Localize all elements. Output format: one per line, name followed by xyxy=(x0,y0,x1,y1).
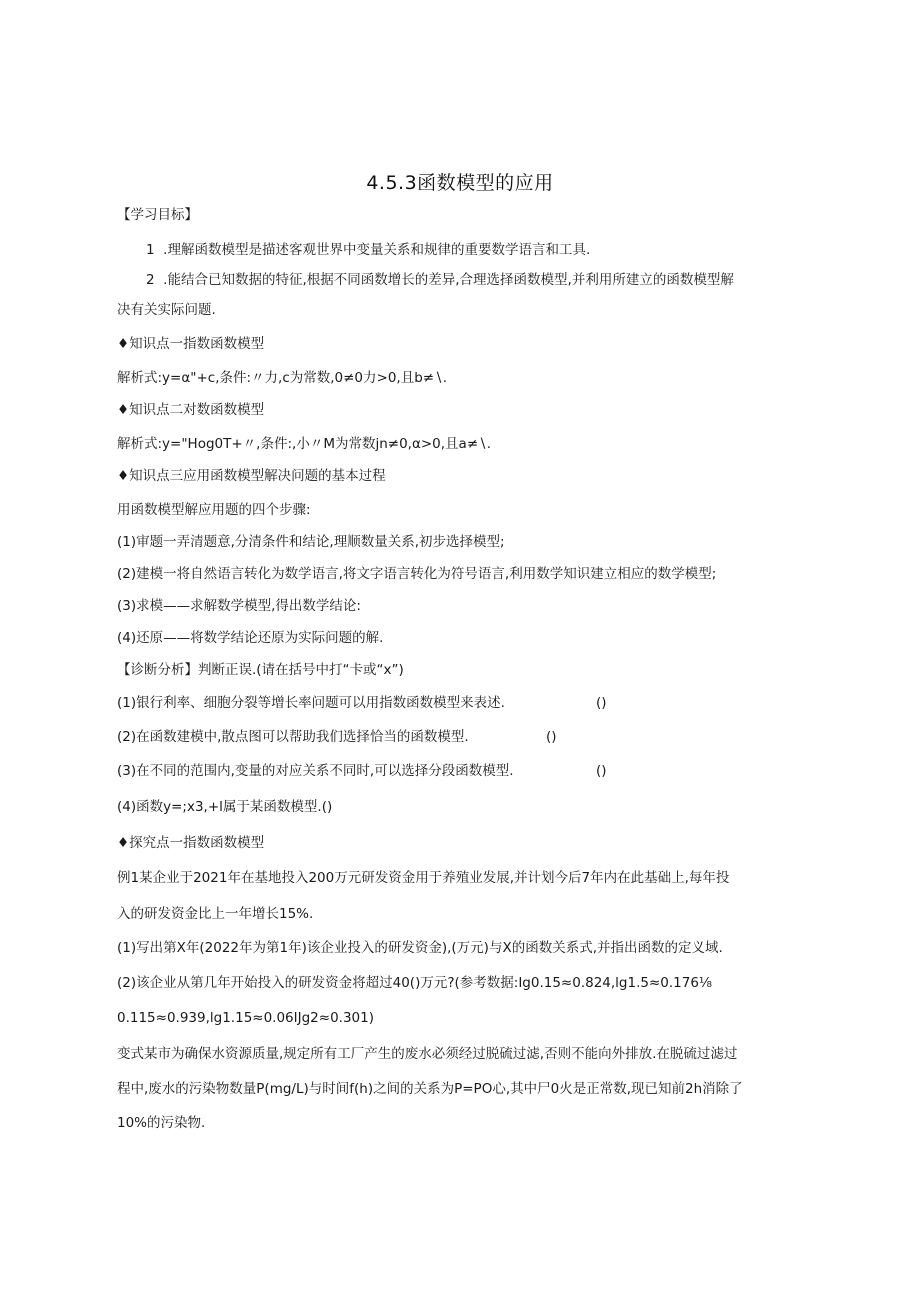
example-1-question-2-reference: 0.115≈0.939,lg1.15≈0.06IJg2≈0.301) xyxy=(117,1010,374,1026)
variant-exercise-text: 变式某市为确保水资源质量,规定所有工厂产生的废水必须经过脱硫过滤,否则不能向外排放.在脱硫过滤过 xyxy=(117,1046,738,1062)
goal-item-1: 1 .理解函数模型是描述客观世界中变量关系和规律的重要数学语言和工具. xyxy=(146,242,591,258)
step-item-3: (3)求模——求解数学模型,得出数学结论: xyxy=(117,598,361,614)
step-item-4: (4)还原——将数学结论还原为实际问题的解. xyxy=(117,630,384,646)
diagnosis-item-3: (3)在不同的范围内,变量的对应关系不同时,可以选择分段函数模型. xyxy=(117,763,514,779)
example-1-text: 例1某企业于2021年在基地投入200万元研发资金用于养殖业发展,并计划今后7年内在此基础上,每年投 xyxy=(117,870,730,886)
knowledge-point-3-title: ♦知识点三应用函数模型解决问题的基本过程 xyxy=(117,468,386,484)
diagnosis-item-4: (4)函数y=;x3,+l属于某函数模型.() xyxy=(117,799,333,815)
diagnosis-item-1: (1)银行利率、细胞分裂等增长率问题可以用指数函数模型来表述. xyxy=(117,695,505,711)
explore-point-1-title: ♦探究点一指数函数模型 xyxy=(117,835,265,851)
diagnosis-heading: 【诊断分析】判断正误.(请在括号中打“卡或“x”) xyxy=(117,662,404,678)
example-1-text-continued: 入的研发资金比上一年增长15%. xyxy=(117,906,314,922)
knowledge-point-2-title: ♦知识点二对数函数模型 xyxy=(117,402,265,418)
goal-item-2-continued: 决有关实际问题. xyxy=(117,302,216,318)
diagnosis-item-2: (2)在函数建模中,散点图可以帮助我们选择恰当的函数模型. xyxy=(117,729,469,745)
variant-exercise-text-3: 10%的污染物. xyxy=(117,1115,206,1131)
knowledge-point-1-formula: 解析式:y=α"+c,条件:〃力,c为常数,0≠0力>0,且b≠∖. xyxy=(117,370,447,386)
example-1-question-2: (2)该企业从第几年开始投入的研发资金将超过40()万元?(参考数据:Ig0.15≈0.824,lg1.5≈0.176⅛ xyxy=(117,975,713,991)
knowledge-point-2-formula: 解析式:y="Hog0T+〃,条件:,小〃M为常数jn≠0,α>0,且a≠∖. xyxy=(117,436,492,452)
variant-exercise-text-2: 程中,废水的污染物数量P(mg/L)与时间f(h)之间的关系为P=PO心,其中尸0火是正常数,现已知前2h消除了 xyxy=(117,1081,743,1097)
diagnosis-item-2-answer-blank[interactable]: () xyxy=(546,729,557,745)
steps-intro: 用函数模型解应用题的四个步骤: xyxy=(117,502,311,518)
goal-item-2: 2 .能结合已知数据的特征,根据不同函数增长的差异,合理选择函数模型,并利用所建立的函数模型解 xyxy=(146,272,734,288)
step-item-2: (2)建模一将自然语言转化为数学语言,将文字语言转化为符号语言,利用数学知识建立相应的数学模型; xyxy=(117,566,717,582)
page-title: 4.5.3函数模型的应用 xyxy=(366,172,554,194)
diagnosis-item-3-answer-blank[interactable]: () xyxy=(596,763,607,779)
step-item-1: (1)审题一弄清题意,分清条件和结论,理顺数量关系,初步选择模型; xyxy=(117,534,505,550)
knowledge-point-1-title: ♦知识点一指数函数模型 xyxy=(117,336,265,352)
example-1-question-1: (1)写出第X年(2022年为第1年)该企业投入的研发资金),(万元)与X的函数关系式,并指出函数的定义域. xyxy=(117,940,723,956)
section-heading-goals: 【学习目标】 xyxy=(117,207,198,223)
diagnosis-item-1-answer-blank[interactable]: () xyxy=(596,695,607,711)
